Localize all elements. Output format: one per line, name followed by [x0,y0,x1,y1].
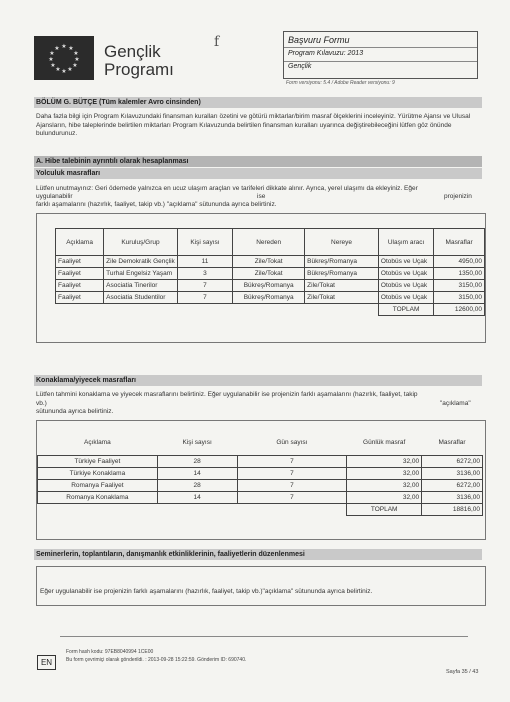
form-info-box [283,31,478,79]
table-row [56,268,485,280]
section-g-intro: Daha fazla bilgi için Program Kılavuzundaki finansman kuralları özetini ve götürü miktarlar/birim masraf ölçeklerini inceleyiniz. Yürütme Ajansı ve Ulusal Ajansların, hibe taleplerinde belirtilen miktarları Program Kılavuzunda belirtilen finansman kuralları uyarınca değiştirebileceğini lütfen göz önünde bulundurunuz. [36,113,471,137]
lodging-table [37,429,483,516]
lodging-cell-persons[interactable]: 28 [157,456,237,468]
travel-cell-organisation[interactable]: Asociatia Studentilor [104,292,178,304]
travel-cell-costs[interactable]: 3150,00 [434,292,485,304]
travel-note-mid: ise [257,193,266,200]
travel-cell-organisation[interactable]: Turhal Engelsiz Yaşam [104,268,178,280]
travel-cell-from[interactable]: Zile/Tokat [233,256,305,268]
table-row [38,456,483,468]
seminars-frame [36,566,486,606]
svg-text:★: ★ [55,66,61,73]
travel-cell-to[interactable]: Bükreş/Romanya [305,256,379,268]
travel-cell-description[interactable]: Faaliyet [56,280,104,292]
travel-total-row [56,304,485,316]
table-row [38,492,483,504]
lodging-col-daily-cost: Günlük masraf [363,438,406,446]
form-title: Başvuru Formu [288,35,350,45]
travel-col-transport: Ulaşım aracı [378,229,433,256]
lodging-cell-days[interactable]: 7 [237,480,347,492]
svg-text:★: ★ [67,66,73,73]
travel-title: Yolculuk masrafları [34,168,482,179]
lodging-col-costs: Masraflar [438,438,466,446]
eu-stars-icon [44,42,84,74]
lodging-col-days: Gün sayısı [276,438,308,446]
lodging-col-description: Açıklama [84,438,111,446]
travel-col-persons: Kişi sayısı [177,229,232,256]
travel-col-description: Açıklama [56,229,104,256]
lodging-cell-costs[interactable]: 3136,00 [422,468,483,480]
travel-cell-costs[interactable]: 3150,00 [434,280,485,292]
lodging-cell-daily-cost[interactable]: 32,00 [347,480,422,492]
eu-flag-logo [34,36,94,80]
travel-cell-from[interactable]: Bükreş/Romanya [233,292,305,304]
lodging-note-line3: sütununda ayrıca belirtiniz. [36,408,114,415]
travel-cell-organisation[interactable]: Asociatia Tinerilor [104,280,178,292]
form-guide: Program Kılavuzu: 2013 [288,50,364,57]
lodging-cell-persons[interactable]: 14 [157,468,237,480]
table-row [38,468,483,480]
travel-cell-transport[interactable]: Otobüs ve Uçak [378,268,433,280]
lodging-cell-daily-cost[interactable]: 32,00 [347,492,422,504]
svg-text:★: ★ [61,43,67,50]
lodging-cell-days[interactable]: 7 [237,456,347,468]
lodging-cell-description[interactable]: Türkiye Faaliyet [38,456,158,468]
lodging-cell-persons[interactable]: 28 [157,480,237,492]
travel-col-costs: Masraflar [434,229,485,256]
travel-header-row [56,229,485,256]
brand-line-1: Gençlik [104,42,161,61]
svg-text:★: ★ [50,62,56,69]
lodging-cell-costs[interactable]: 6272,00 [422,480,483,492]
travel-cell-organisation[interactable]: Zile Demokratik Gençlik [104,256,178,268]
lodging-note-right: "açıklama" [440,400,471,407]
travel-cell-to[interactable]: Zile/Tokat [305,280,379,292]
seminars-title: Seminerlerin, toplantıların, danışmanlık etkinliklerinin, faaliyetlerin düzenlenmesi [34,549,482,560]
travel-cell-persons[interactable]: 3 [177,268,232,280]
travel-cell-transport[interactable]: Otobüs ve Uçak [378,256,433,268]
lodging-header-row [38,429,483,456]
table-row [56,280,485,292]
travel-cell-to[interactable]: Zile/Tokat [305,292,379,304]
travel-total-label: TOPLAM [378,304,433,316]
table-row [38,480,483,492]
lodging-cell-costs[interactable]: 3136,00 [422,492,483,504]
svg-text:★: ★ [73,50,79,57]
lodging-cell-description[interactable]: Türkiye Konaklama [38,468,158,480]
travel-cell-costs[interactable]: 1350,00 [434,268,485,280]
travel-col-from: Nereden [233,229,305,256]
lodging-cell-description[interactable]: Romanya Faaliyet [38,480,158,492]
footer-divider [60,636,468,637]
travel-note-line1: Lütfen unutmayınız: Geri ödemede yalnızca en ucuz ulaşım araçları ve tarifeleri dikkate alınır. Ayrıca, yerel ulaşımı da ekleyiniz. Eğer [36,185,418,192]
lodging-total-label: TOPLAM [347,504,422,516]
svg-text:★: ★ [54,45,60,52]
travel-note-right: projenizin [444,193,472,200]
travel-cell-description[interactable]: Faaliyet [56,292,104,304]
lodging-total-value: 18816,00 [422,504,483,516]
section-a-title: A. Hibe talebinin ayrıntılı olarak hesaplanması [34,156,482,167]
lodging-cell-days[interactable]: 7 [237,492,347,504]
form-program: Gençlik [288,63,312,70]
section-g-title: BÖLÜM G. BÜTÇE (Tüm kalemler Avro cinsinden) [34,97,482,108]
travel-cell-persons[interactable]: 7 [177,280,232,292]
lodging-total-row [38,504,483,516]
lodging-cell-description[interactable]: Romanya Konaklama [38,492,158,504]
lodging-cell-days[interactable]: 7 [237,468,347,480]
travel-cell-transport[interactable]: Otobüs ve Uçak [378,292,433,304]
lodging-cell-costs[interactable]: 6272,00 [422,456,483,468]
table-row [56,292,485,304]
handwritten-mark: f [214,34,220,50]
form-hash: Form hash kodu: 97EB8040994 1CE00 [66,649,154,655]
lodging-col-persons: Kişi sayısı [182,438,212,446]
travel-col-to: Nereye [305,229,379,256]
travel-col-organisation: Kuruluş/Grup [104,229,178,256]
travel-cell-transport[interactable]: Otobüs ve Uçak [378,280,433,292]
lodging-note-line1: Lütfen tahmini konaklama ve yiyecek masraflarını belirtiniz. Eğer uygulanabilir ise projenizin farklı aşamalarını (hazırlık, faaliyet, takip [36,391,418,398]
language-badge: EN [37,655,56,670]
table-row [56,256,485,268]
travel-note-left: uygulanabilir [36,193,73,200]
travel-cell-from[interactable]: Zile/Tokat [233,268,305,280]
submission-info: Bu form çevrimiçi olarak gönderildi. : 2013-09-28 15:22:59. Gönderim ID: 690740. [66,657,247,663]
form-version: Form versiyonu: 5.4 / Adobe Reader versiyonu: 9 [286,80,395,86]
travel-cell-description[interactable]: Faaliyet [56,256,104,268]
travel-cell-costs[interactable]: 4950,00 [434,256,485,268]
page-number: Sayfa 35 / 43 [446,669,479,675]
travel-cell-to[interactable]: Bükreş/Romanya [305,268,379,280]
travel-cell-description[interactable]: Faaliyet [56,268,104,280]
lodging-cell-persons[interactable]: 14 [157,492,237,504]
travel-cell-persons[interactable]: 7 [177,292,232,304]
lodging-note-left: vb.) [36,400,47,407]
seminars-note: Eğer uygulanabilir ise projenizin farklı aşamalarını (hazırlık, faaliyet, takip vb.)"açıklama" sütununda ayrıca belirtiniz. [40,588,373,595]
travel-table [55,228,485,316]
svg-text:★: ★ [74,56,80,63]
travel-note-line3: farklı aşamalarını (hazırlık, faaliyet, takip vb.) "açıklama" sütununda ayrıca belirtiniz. [36,201,277,208]
lodging-cell-daily-cost[interactable]: 32,00 [347,468,422,480]
lodging-cell-daily-cost[interactable]: 32,00 [347,456,422,468]
svg-text:★: ★ [61,68,67,74]
travel-total-value: 12600,00 [434,304,485,316]
svg-text:★: ★ [72,62,78,69]
travel-cell-persons[interactable]: 11 [177,256,232,268]
program-brand [104,43,174,79]
lodging-title: Konaklama/yiyecek masrafları [34,375,482,386]
brand-line-2: Programı [104,60,174,79]
svg-text:★: ★ [68,45,74,52]
svg-text:★: ★ [49,50,55,57]
travel-cell-from[interactable]: Bükreş/Romanya [233,280,305,292]
svg-text:★: ★ [48,56,54,63]
